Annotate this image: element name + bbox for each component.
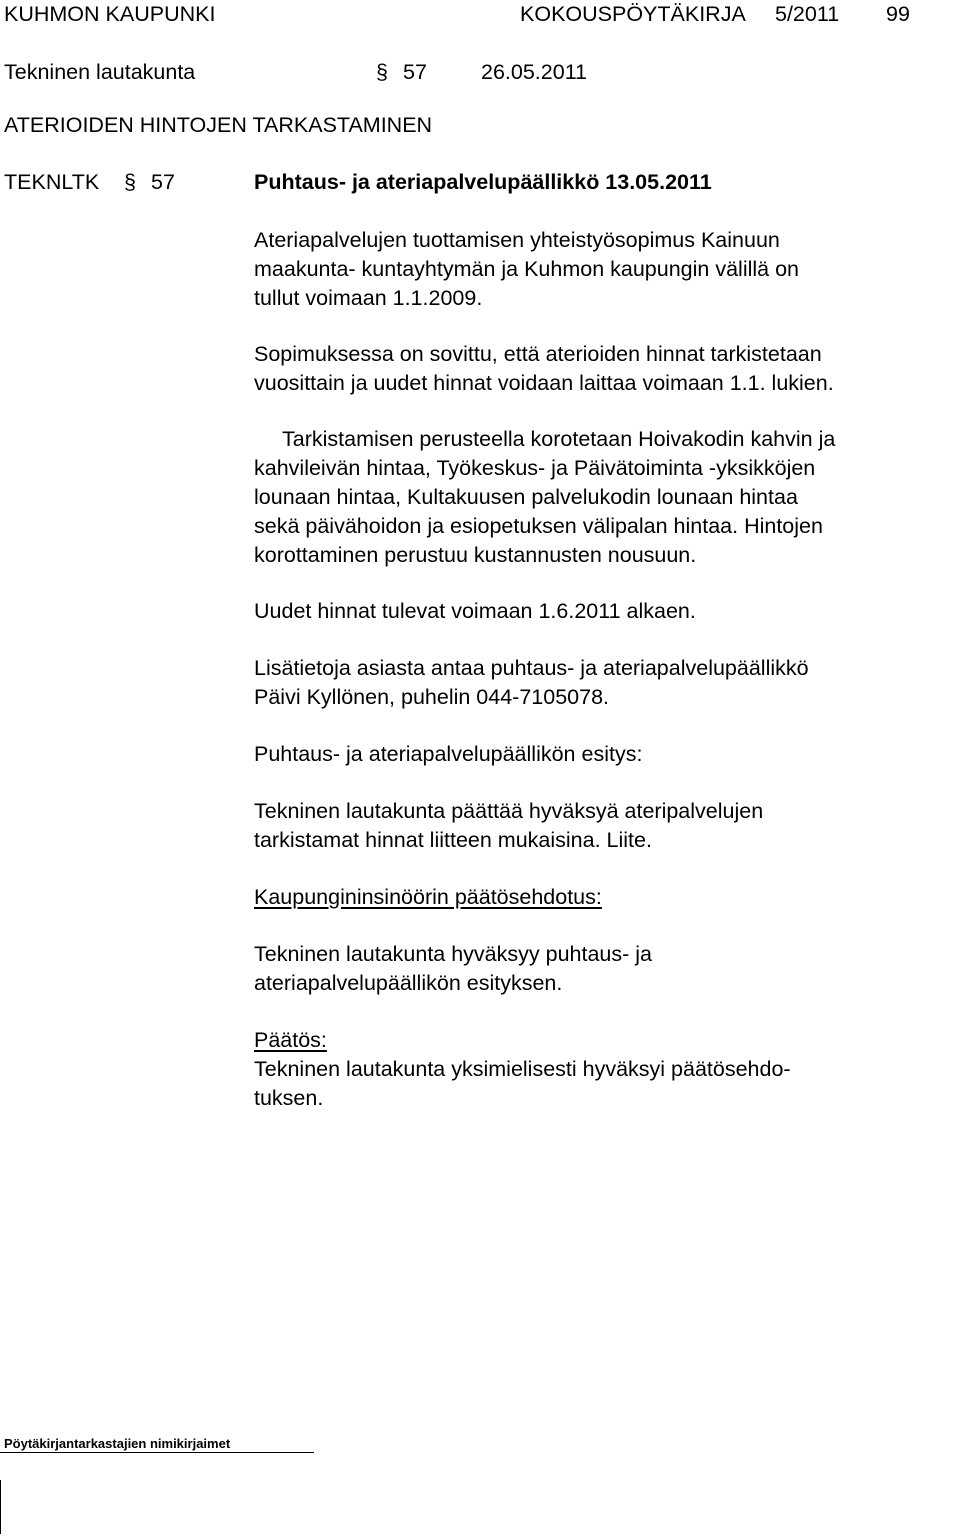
decision-line: Tekninen lautakunta yksimielisesti hyväksyi päätösehdo- — [254, 1057, 791, 1081]
reference-symbol: § — [124, 170, 136, 194]
paragraph-1-line: maakunta- kuntayhtymän ja Kuhmon kaupungin välillä on — [254, 257, 799, 281]
paragraph-3-line: sekä päivähoidon ja esiopetuksen välipalan hintaa. Hintojen — [254, 514, 823, 538]
reference-code: TEKNLTK — [4, 170, 100, 194]
reference-number: 57 — [151, 170, 175, 194]
meeting-number: 5/2011 — [775, 2, 840, 26]
paragraph-1-line: tullut voimaan 1.1.2009. — [254, 286, 483, 310]
paragraph-3-line: kahvileivän hintaa, Työkeskus- ja Päivätoiminta -yksikköjen — [254, 456, 816, 480]
reference-author-date: Puhtaus- ja ateriapalvelupäällikkö 13.05.2011 — [254, 170, 712, 194]
paragraph-3-line: lounaan hintaa, Kultakuusen palvelukodin lounaan hintaa — [254, 485, 798, 509]
paragraph-3-line: Tarkistamisen perusteella korotetaan Hoivakodin kahvin ja — [282, 427, 836, 451]
paragraph-2-line: Sopimuksessa on sovittu, että aterioiden hinnat tarkistetaan — [254, 342, 822, 366]
page-number: 99 — [886, 2, 910, 26]
committee-name: Tekninen lautakunta — [4, 60, 196, 84]
paragraph-3-line: korottaminen perustuu kustannusten nousuun. — [254, 543, 697, 567]
section-number: 57 — [403, 60, 427, 84]
engineer-proposal-line: ateriapalvelupäällikön esityksen. — [254, 971, 563, 995]
meeting-date: 26.05.2011 — [481, 60, 588, 84]
paragraph-2-line: vuosittain ja uudet hinnat voidaan laittaa voimaan 1.1. lukien. — [254, 371, 834, 395]
signature-box-edge — [0, 1480, 1, 1534]
engineer-proposal-line: Tekninen lautakunta hyväksyy puhtaus- ja — [254, 942, 652, 966]
decision-line: tuksen. — [254, 1086, 324, 1110]
paragraph-1-line: Ateriapalvelujen tuottamisen yhteistyösopimus Kainuun — [254, 228, 780, 252]
proposal-line: tarkistamat hinnat liitteen mukaisina. Liite. — [254, 828, 652, 852]
contact-paragraph-line: Lisätietoja asiasta antaa puhtaus- ja ateriapalvelupäällikkö — [254, 656, 809, 680]
decision-heading: Päätös: — [254, 1028, 327, 1052]
section-title: ATERIOIDEN HINTOJEN TARKASTAMINEN — [4, 113, 433, 137]
signatures-label: Pöytäkirjantarkastajien nimikirjaimet — [4, 1436, 231, 1451]
contact-paragraph-line: Päivi Kyllönen, puhelin 044-7105078. — [254, 685, 610, 709]
proposal-heading: Puhtaus- ja ateriapalvelupäällikön esitys: — [254, 742, 643, 766]
signatures-rule — [0, 1452, 314, 1453]
effective-date-paragraph: Uudet hinnat tulevat voimaan 1.6.2011 alkaen. — [254, 599, 696, 623]
section-symbol: § — [376, 60, 388, 84]
proposal-line: Tekninen lautakunta päättää hyväksyä ateripalvelujen — [254, 799, 764, 823]
document-type: KOKOUSPÖYTÄKIRJA — [520, 2, 746, 26]
engineer-proposal-heading: Kaupungininsinöörin päätösehdotus: — [254, 885, 602, 909]
municipality-name: KUHMON KAUPUNKI — [4, 2, 216, 26]
